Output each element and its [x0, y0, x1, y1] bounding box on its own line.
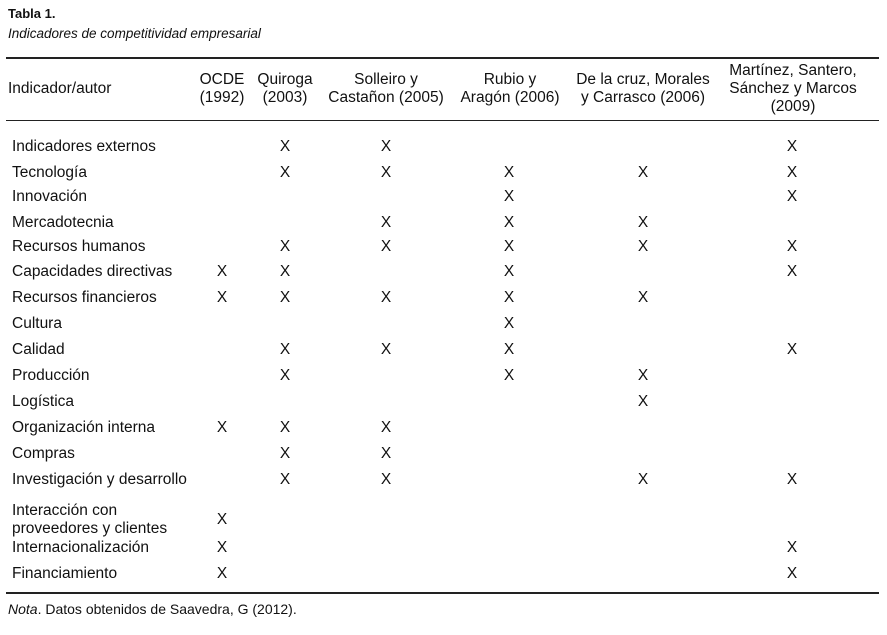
mark-cell [270, 536, 300, 560]
mark-cell: X [503, 289, 515, 306]
mark-cell [494, 468, 524, 492]
mark-cell [777, 390, 807, 414]
mark-cell: X [279, 419, 291, 436]
mark-cell [628, 562, 658, 586]
mark-cell [777, 286, 807, 310]
mark-cell: X [380, 138, 392, 155]
mark-cell: X [503, 238, 515, 255]
header-author-6: Martínez, Santero, Sánchez y Marcos (2009) [729, 62, 857, 115]
table-row [0, 536, 887, 560]
mark-cell [777, 312, 807, 336]
mark-cell [371, 536, 401, 560]
mark-cell: X [786, 341, 798, 358]
mark-cell: X [279, 289, 291, 306]
mark-cell [270, 185, 300, 209]
mark-cell: X [503, 341, 515, 358]
mark-cell [777, 502, 807, 538]
mark-cell [207, 390, 237, 414]
table-row [0, 235, 887, 259]
mark-cell: X [279, 263, 291, 280]
table-row [0, 468, 887, 492]
mark-cell: X [216, 511, 228, 528]
mark-cell [371, 364, 401, 388]
mark-cell: X [786, 164, 798, 181]
mark-cell [207, 364, 237, 388]
mark-cell [628, 442, 658, 466]
table-row [0, 442, 887, 466]
mark-cell [494, 562, 524, 586]
table-row [0, 286, 887, 310]
row-label: Producción [12, 367, 90, 384]
mark-cell [777, 211, 807, 235]
mark-cell: X [637, 367, 649, 384]
table-row [0, 185, 887, 209]
mark-cell: X [637, 393, 649, 410]
mark-cell [628, 312, 658, 336]
mark-cell: X [637, 164, 649, 181]
table-row [0, 135, 887, 159]
mark-cell: X [279, 367, 291, 384]
mark-cell [207, 211, 237, 235]
table-title: Tabla 1. [8, 6, 56, 21]
mark-cell: X [637, 214, 649, 231]
mark-cell [628, 185, 658, 209]
mark-cell [207, 135, 237, 159]
mark-cell: X [503, 263, 515, 280]
mark-cell: X [503, 367, 515, 384]
table-row [0, 338, 887, 362]
mark-cell: X [216, 289, 228, 306]
table-row [0, 562, 887, 586]
table-subtitle: Indicadores de competitividad empresarial [8, 26, 261, 41]
mark-cell: X [216, 539, 228, 556]
header-indicador: Indicador/autor [8, 80, 112, 97]
mark-cell: X [786, 471, 798, 488]
mark-cell [207, 312, 237, 336]
mark-cell [207, 442, 237, 466]
mark-cell: X [279, 341, 291, 358]
row-label: Recursos financieros [12, 289, 157, 306]
mark-cell [371, 185, 401, 209]
note-text: . Datos obtenidos de Saavedra, G (2012). [37, 601, 297, 617]
mark-cell: X [503, 188, 515, 205]
mark-cell [371, 562, 401, 586]
table-note [8, 601, 297, 617]
mark-cell [207, 468, 237, 492]
mark-cell [494, 536, 524, 560]
table-row [0, 416, 887, 440]
mark-cell: X [380, 419, 392, 436]
table-row [0, 502, 887, 538]
mark-cell [628, 260, 658, 284]
row-label: Logística [12, 393, 75, 410]
mark-cell [777, 416, 807, 440]
table-row [0, 312, 887, 336]
mark-cell: X [380, 164, 392, 181]
mark-cell: X [380, 445, 392, 462]
row-label: Mercadotecnia [12, 214, 114, 231]
mark-cell [371, 260, 401, 284]
mark-cell: X [216, 263, 228, 280]
row-label: Investigación y desarrollo [12, 471, 187, 488]
mark-cell [494, 135, 524, 159]
mark-cell: X [786, 238, 798, 255]
mark-cell [207, 338, 237, 362]
top-rule [6, 57, 879, 59]
mark-cell [494, 390, 524, 414]
mark-cell [777, 364, 807, 388]
mark-cell [207, 161, 237, 185]
mark-cell [371, 390, 401, 414]
mark-cell: X [786, 263, 798, 280]
header-rule [6, 120, 879, 121]
mark-cell: X [637, 289, 649, 306]
row-label: Indicadores externos [12, 138, 156, 155]
mark-cell [270, 312, 300, 336]
bottom-rule [6, 592, 879, 594]
mark-cell: X [786, 138, 798, 155]
table-row [0, 211, 887, 235]
table-row [0, 390, 887, 414]
row-label: Interacción con proveedores y clientes [12, 502, 168, 537]
mark-cell: X [279, 138, 291, 155]
mark-cell [270, 390, 300, 414]
header-author-2: Quiroga (2003) [257, 71, 313, 106]
row-label: Capacidades directivas [12, 263, 173, 280]
mark-cell: X [786, 565, 798, 582]
row-label: Organización interna [12, 419, 156, 436]
row-label: Compras [12, 445, 75, 462]
mark-cell: X [637, 471, 649, 488]
mark-cell [270, 562, 300, 586]
table-row [0, 161, 887, 185]
header-author-1: OCDE (1992) [199, 71, 245, 106]
row-label: Calidad [12, 341, 65, 358]
mark-cell [371, 312, 401, 336]
mark-cell: X [380, 341, 392, 358]
row-label: Internacionalización [12, 539, 150, 556]
table-row [0, 260, 887, 284]
mark-cell [494, 416, 524, 440]
row-label: Innovación [12, 188, 87, 205]
mark-cell [628, 135, 658, 159]
mark-cell [628, 502, 658, 538]
mark-cell [207, 185, 237, 209]
mark-cell: X [380, 471, 392, 488]
mark-cell [628, 536, 658, 560]
mark-cell [628, 416, 658, 440]
mark-cell [494, 502, 524, 538]
row-label: Financiamiento [12, 565, 118, 582]
row-label: Recursos humanos [12, 238, 146, 255]
mark-cell: X [279, 164, 291, 181]
mark-cell: X [380, 238, 392, 255]
mark-cell: X [279, 471, 291, 488]
mark-cell [270, 502, 300, 538]
mark-cell: X [380, 214, 392, 231]
mark-cell [628, 338, 658, 362]
mark-cell: X [380, 289, 392, 306]
mark-cell: X [279, 445, 291, 462]
note-label: Nota [8, 601, 38, 617]
mark-cell: X [637, 238, 649, 255]
mark-cell [494, 442, 524, 466]
mark-cell: X [503, 315, 515, 332]
header-author-3: Solleiro y Castañon (2005) [328, 71, 444, 106]
mark-cell [777, 442, 807, 466]
mark-cell [371, 502, 401, 538]
mark-cell: X [279, 238, 291, 255]
mark-cell: X [216, 419, 228, 436]
mark-cell: X [216, 565, 228, 582]
row-label: Tecnología [12, 164, 87, 181]
mark-cell: X [503, 164, 515, 181]
mark-cell: X [786, 539, 798, 556]
mark-cell [207, 235, 237, 259]
mark-cell: X [786, 188, 798, 205]
row-label: Cultura [12, 315, 62, 332]
header-author-4: Rubio y Aragón (2006) [460, 71, 560, 106]
mark-cell: X [503, 214, 515, 231]
table-row [0, 364, 887, 388]
header-author-5: De la cruz, Morales y Carrasco (2006) [576, 71, 710, 106]
mark-cell [270, 211, 300, 235]
